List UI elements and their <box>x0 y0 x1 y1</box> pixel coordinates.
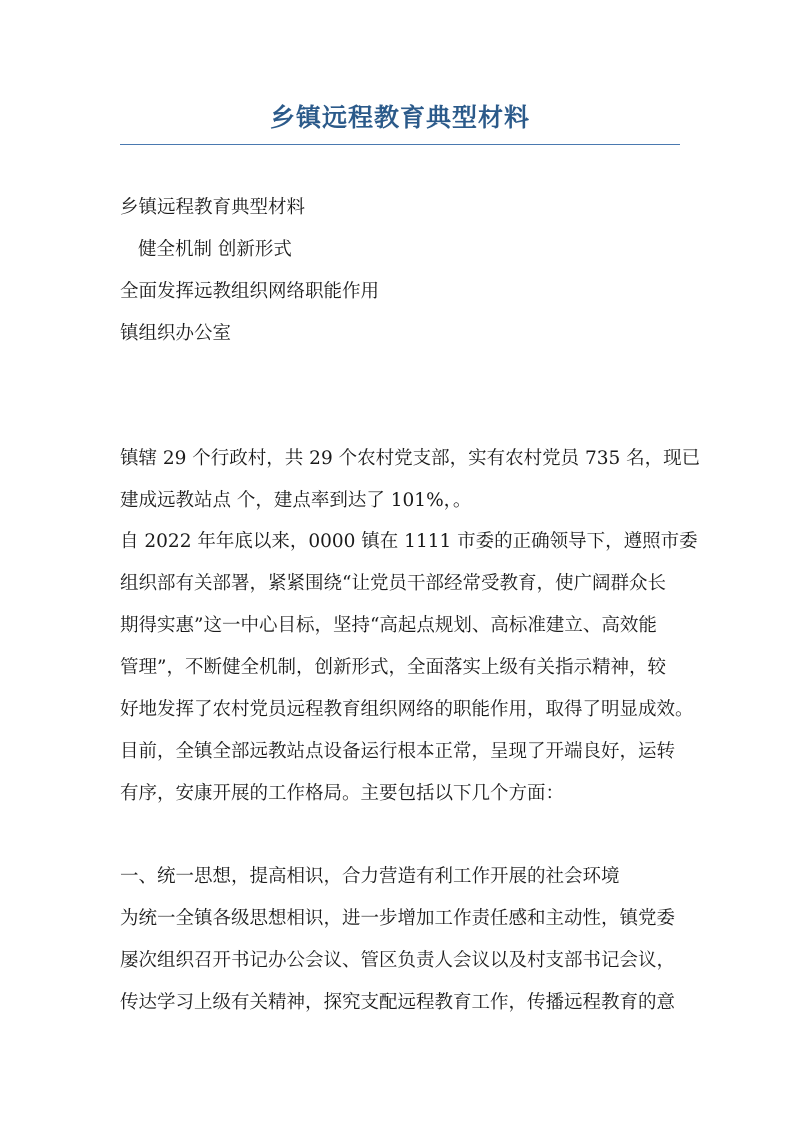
section-1-heading: 一、统一思想，提高相识，合力营造有利工作开展的社会环境 <box>120 866 620 887</box>
paragraph-1-line-1: 镇辖 29 个行政村，共 29 个农村党支部，实有农村党员 735 名，现已 <box>120 448 701 469</box>
paragraph-2-line-7: 有序，安康开展的工作格局。主要包括以下几个方面： <box>120 783 565 804</box>
title-divider <box>120 144 680 145</box>
paragraph-2-line-1: 自 2022 年年底以来，0000 镇在 1111 市委的正确领导下，遵照市委 <box>120 531 698 552</box>
document-title: 乡镇远程教育典型材料 <box>269 103 530 132</box>
header-line-1: 乡镇远程教育典型材料 <box>120 197 306 218</box>
paragraph-2-line-5: 好地发挥了农村党员远程教育组织网络的职能作用，取得了明显成效。 <box>120 699 694 720</box>
section-1-line-3: 传达学习上级有关精神，探究支配远程教育工作，传播远程教育的意 <box>120 992 676 1013</box>
header-line-4: 镇组织办公室 <box>120 323 232 344</box>
section-1-line-2: 屡次组织召开书记办公会议、管区负责人会议以及村支部书记会议， <box>120 950 676 971</box>
paragraph-2-line-4: 管理”，不断健全机制，创新形式，全面落实上级有关指示精神，较 <box>120 657 666 678</box>
paragraph-2-line-2: 组织部有关部署，紧紧围绕“让党员干部经常受教育，使广阔群众长 <box>120 573 666 594</box>
header-line-3: 全面发挥远教组织网络职能作用 <box>120 281 380 302</box>
paragraph-1-line-2: 建成远教站点 个，建点率到达了 101%，。 <box>120 490 472 511</box>
header-line-2: 健全机制 创新形式 <box>138 239 292 260</box>
paragraph-2-line-6: 目前，全镇全部远教站点设备运行根本正常，呈现了开端良好，运转 <box>120 741 676 762</box>
section-1-line-1: 为统一全镇各级思想相识，进一步增加工作责任感和主动性，镇党委 <box>120 908 676 929</box>
paragraph-2-line-3: 期得实惠”这一中心目标，坚持“高起点规划、高标准建立、高效能 <box>120 615 657 636</box>
